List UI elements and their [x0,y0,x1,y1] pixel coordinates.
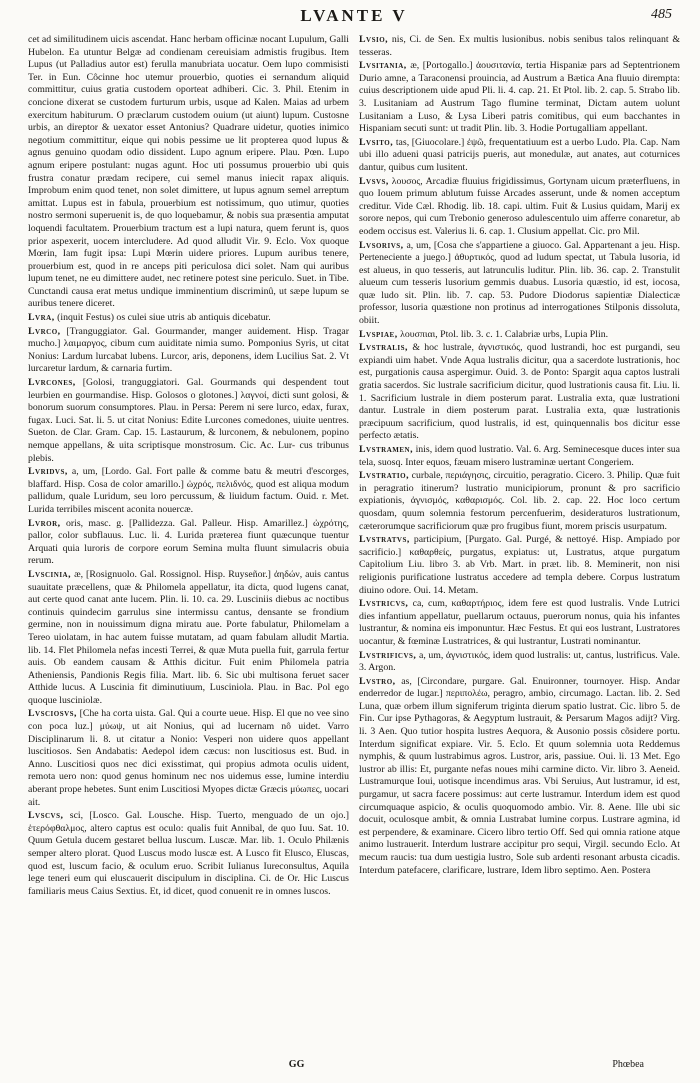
dictionary-entry [28,312,349,325]
signature-mark: GG [288,1059,305,1070]
entry-text: λουσος, Arcadiæ fluuius frigidissimus, Gortynam uicum præterfluens, in quo Iouem primum ablutum fuisse Arcades asserunt, unde & nomen acceptum creditur. Vide Cæl. Rhodig. lib. 18. capi. ultim. Fuit & Lusius quidam, Marij ex sorore nepos, qui cum Trebonio generoso adulescentulo uim afferre conaretur, ab eodem occisus est. Valerius li. 6. cap. 1. Clusium appellat. Cic. pro Mil. [359,175,680,237]
dictionary-entry [28,708,349,809]
entry-headword: Lvstratio, [359,470,410,482]
catchword: Phœbea [612,1059,644,1070]
dictionary-entry [28,518,349,568]
dictionary-entry [359,676,680,878]
dictionary-entry [28,326,349,376]
entry-headword: Lvscinia, [28,568,72,580]
entry-headword: Lvstralis, [359,342,408,354]
dictionary-entry [359,598,680,648]
entry-text: & hoc lustrale, ἀγνιστικός, quod lustrandi, hoc est purgandi, seu expiandi uim habet. Vnde Aqua lustralis dicitur, qua a sacerdote lustrationis, hoc est, purgationis causa aspergimur. Ouid. 3. de Ponto: Spargit aqua captos lustrali gratia sacerdos. Sic lustrale sacrificium dicitur, quod lustrationis causa fit. Liu. li. 1. Sacrificium lustrale in diem posterum parat. Lustralia exta, quæ lustrationi dantur. Lustrale in diem posterum parat. Lustralia exta, quæ lustrationis præcipuum sacrificium, quod lustralis, id est, quinquennalis bos dicitur esse perfecto ætatis. [359,342,680,442]
dictionary-entry [359,342,680,443]
dictionary-entry [359,137,680,175]
entry-headword: Lvstratvs, [359,534,410,546]
entry-text: λουσπιαι, Ptol. lib. 3. c. 1. Calabriæ urbs, Lupia Plin. [400,328,609,340]
entry-headword: Lvridvs, [28,466,68,478]
entry-headword: Lvsorivs, [359,239,404,251]
entry-headword: Lvstrificvs, [359,649,417,661]
entry-text: a, um, [Lordo. Gal. Fort palle & comme batu & meutri d'escorges, blaffard. Hisp. Cosa de color amarillo.] ὠχρός, πελιδνός, quod est aliqua modum pallidum, quale Luridum, seu loro percussum, & liuidum factum. Ouid. r. Met. Lurida terribiles miscent aconita nouercæ. [28,466,349,515]
entry-text: [Golosi, tranguggiatori. Gal. Gourmands qui despendent tout leurbien en gourmandise. Hisp. Golosos o glotones.] λαγνοί, dicti sunt golosi, & bonorum suorum consumptores. Plau. in Persa: Perem ni sere lurco, edax, furax, fugax. Luci. Sat. li. 5. ut citat Nonius: Edite Lurcones comedones, uiuite uentres. Sueton. de Clar. Gram. Cap. 15. Lastaurum, & lurconem, & nebulonem, popino nemque appellans, & uita scriptisque monstrosum. Cic. Ac. Lur- cus tribunus plebis. [28,377,349,464]
dictionary-entry [359,470,680,533]
dictionary-entry [28,466,349,516]
entry-text: (inquit Festus) os culei siue utris ab antiquis dicebatur. [57,312,271,324]
entry-headword: Lvrco, [28,325,61,337]
entry-headword: Lvra, [28,312,55,324]
entry-text: sci, [Losco. Gal. Lousche. Hisp. Tuerto, menguado de un ojo.] ἑτερόφθαλμος, altero captus est oculo: qualis fuit Annibal, de quo Iuu. Sat. 10. Quum Getula ducem gestaret bellua luscum. Luscæ. Mar. lib. 1. Oculo Philænis semper altero plorat. Quod Luscus modo luscæ est. A Lusco fit Elusco, Eluscas, quod est, luscum facio, & oculum eruo. Scribit Iulianus Iureconsultus, Aquila lege teneri eum qui eluscauerit discipulum in disciplina. Ci. de Or. Hic Luscus familiaris meus Caius Sextius. Et, id dicet, quod conuenit re in omnes luscos. [28,810,349,897]
entry-headword: Lvstramen, [359,444,414,455]
dictionary-entry [28,569,349,708]
dictionary-entry [359,444,680,469]
dictionary-entry [28,377,349,465]
entry-text: inis, idem quod lustratio. Val. 6. Arg. Seminecesque duces inter sua tela, suosq. Inter equos, fæuam misero lustraminæ uertant Congeriem. [359,444,680,468]
entry-headword: Lvsio, [359,34,389,45]
dictionary-entry [359,34,680,59]
entry-text: a, um, [Cosa che s'appartiene a giuoco. Gal. Appartenant a jeu. Hisp. Perteneciente a juego.] ἀθυρτικός, quod ad ludum spectat, ut Tabula lusoria, id est alueus, in quo tesseris, aut latrunculis luditur. Plin. lib. 36. cap. 2. Transtulit alueum cum tesseris lusorium gemmis duabus. Lusoria quæstio, id est, iocosa, quæ ludo sit. Plin. lib. 7. cap. 53. Pudore Diodorus sapientiæ Dialecticæ professor, lusoria quæstione non protinus ad interrogationes Stilponis dissoluta, obiit. [359,239,680,327]
entry-text: ca, cum, καθαρτήριος, idem fere est quod lustralis. Vnde Lutrici dies infantium appellatur, puellarum octauus, puerorum nonus, quia his infantes lustrantur, & nomina eis imponuntur. Hæc Festus. Et qui eos lustrant, Lustratores uocantur, & fœminæ Lustratrices, & qui lustrantur, Lustrati nominantur. [359,598,680,647]
entry-headword: Lvsitania, [359,60,407,72]
entry-text: cet ad similitudinem uicis ascendat. Hanc herbam officinæ nocant Lupulum, Galli Hubelon. Ea utuntur Belgæ ad condienam cereuisiam admistis frugibus. Item Lupus (ut Palladius autor est) ferulla manubriata uocatur. Oem lupo commisisti Ter. in Eun. Côcinne hoc utemur prouerbio, quoties ei sernandum aliquid committitur, cuius gratia custodem oporteat adhiberi. Cic. 3. Phil. Etenim in concione dixerat se custodem furturum urbis, usque ad Kalen. Maias ad urbem exercitum habiturum. O præclarum custodem ouium (ut aiunt) lupum. Custosne urbis, an direptor & uexator esset Antonius? Quadrare uidetur, quoties inimico negotium committitur, eique qui nobis pessime ue lit propterea quod lupus & agnus genuino quodam odio dissident. Lupo agnum eripere. Plau. Pœn. Lupo agnum eripere postulant: nugas agunt. Hoc uti possumus prouerbio ubi quis frustra conatur prædam recipere, cui semel manus iniecit rapax aliquis. Improbum enim quod tenet, non solet dimittere, ut lupus agnum semel arreptum amittat. Lupus est in fabula, prouerbium est notissimum, quo utimur, quoties nostro sermoni superuenit is, de quo loquebamur, & nobis sua præsentia amputat loquendi facultatem. Prouerbium tractum est a lupi natura, quem ferunt is, quos prior aspexerit, uocem intercludere. Ad quod alludit Vir. 9. Eclo. Vox quoque Mœrin, Iam fugit ipsa: Lupi Mœrin uidere priores. Lupum auribus tenere, prouerbium est, quod in re anceps piti periculosa dici solet. Nam qui auribus lupum tenet, ne eu dimittere audet, nec retinere potest sine periculo. Suet. in Tibe. Cunctandi causa erat metus undique imminentium discriminû, ut sæpe lupum se auribus tenere diceret. [28,34,349,310]
entry-headword: Lvstro, [359,675,396,687]
dictionary-entry [28,810,349,898]
entry-text: [Tranguggiator. Gal. Gourmander, manger auidement. Hisp. Tragar mucho.] λαιμαργος, cibum cum auiditate nimia sumo. Pomponius Syris, ut citat Nonius: Lardum lurcabat lubens. Lurcor, aris, deponens, idem Lucilius Sat. 2. Vt lurcaretur lardum, & carnaria furtim. [28,325,349,375]
entry-text: participium, [Purgato. Gal. Purgé, & nettoyé. Hisp. Ampiado por sacrificio.] καθαρθείς, purgatus, expiatus: ut, Lustratus, atque purgatum Capitolium Liu. libro 3. ab Vrb. Mart. in præt. lib. 8. Meminerit, non nisi religionis purificatione lustratus accedere ad templa debere. Corpus lustratum diuino odore. Oui. 14. Metam. [359,534,680,596]
entry-text: tas, [Giuocolare.] ἐψῶ, frequentatiuum est a uerbo Ludo. Pla. Cap. Nam ubi illo adueni quasi patricijs pueris, aut monedulæ, aut anates, aut coturnices dantur, quibus cum lusitent. [359,136,680,173]
running-head: LVANTE V [300,6,408,25]
page-number: 485 [651,7,672,22]
entry-headword: Lvspiae, [359,328,398,340]
dictionary-entry [359,240,680,328]
entry-text: oris, masc. g. [Pallidezza. Gal. Palleur. Hisp. Amarillez.] ὠχρότης, pallor, color subflauus. Luc. li. 4. Lurida præterea fiunt quæcunque tuentur Arquati quia luroris de corpore eorum Semina multa fluunt simulacris obuia rerum. [28,517,349,567]
entry-text: as, [Circondare, purgare. Gal. Enuironner, tournoyer. Hisp. Andar enderredor de lugar.] περιπολέω, peragro, ambio, circumago. Lactan. lib. 2. Sed Luna, quæ orbem illum signiferum triginta dierum spatio lustrat. Cic. libro 5. de Fin. Cur ipse Pythagoras, & Aegyptum lustrauit, & Persarum Magos adijt? Virg. li. 3 Aen. Quo tutior hospita lustres Aequora, & Ausonio possis cõsidere portu. Interdum significat expiare. Vir. 5. Eclo. Et quum solemnia uota Reddemus nymphis, & quum lustrabimus agros. Lustror, aris, passiue. Oui. li. 13 Met. Ego lustror ab illis: Et, purgante nefas noues mihi carmine dicto. Vir. libro 3. Aeneid. Lustramurque Ioui, uotisque incendimus aras. Vbi Seruius, Aut lustramur, id est, purgamur, ut sacra facere possimus: aut certe lustramur. Interdum idem est quod circumquaque aspicio, & oculis quoquomodo ambio. Vir. 8. Aene. Ille ubi sic docuit, oculosque ambit, & omnia Lustrabat lumine corpus. Lustrare agmina, id est perpendere, & examinare. Cicero libro tertio Off. Sed qui omnia ratione atque animo lustrauerit. Interdum lustrare accipitur pro sequi, Virgil. secundo Eclo. At mecum raucis: tua dum uestigia lustro, Sole sub ardenti resonant arbusta cicadis. Interdum patefacere, clarificare, lustrare, Idem libro septimo. Aen. Postera [359,675,680,876]
column-left [28,34,349,1049]
page-header [28,0,680,34]
entry-text: curbale, περιάγησις, circuitio, peragratio. Cicero. 3. Philip. Quæ fuit in peragratio itinerum? lustratio municipiorum, pronunt & pro sacrificio expiationis, ἀγνισμός, καθαρισμός. Col. lib. 2. cap. 22. Hoc loco certum quosdam, quum solemnia festorum percenfuerim, desideraturos lustrationum, cæterorumque sacrificiorum quæ pro frugibus fiunt, morem priscis usurpatum. [359,470,680,532]
dictionary-entry [28,34,349,311]
dictionary-entry [359,60,680,136]
entry-headword: Lvsito, [359,136,394,148]
dictionary-entry [359,176,680,239]
entry-headword: Lvscvs, [28,810,64,822]
entry-headword: Lvsciosvs, [28,708,77,720]
entry-text: a, um, ἀγνιστικός, idem quod lustralis: ut, cantus, lustrificus. Vale. 3. Argon. [359,649,680,674]
entry-text: æ, [Portogallo.] ἀουσιτανία, tertia Hispaniæ pars ad Septentrionem Durio amne, a Taraconensi prouincia, ad Austrum a Bætica Ana fluuio dirempta: cuius descriptionem uide apud Pli. li. 4. cap. 21. Et Ptol. lib. 2. cap. 5. Strabo lib. 3. Lusitaniam ad Austrum Tago flumine terminat, Dictam autem uolunt Lusitaniam a Luso, & Lysa Liberi patris comitibus, qui eum bacchantes in Hispaniam secuti sunt: ut tradit Plin. lib. 3. Hodie Portugalliam appellant. [359,60,680,135]
dictionary-entry [359,650,680,675]
entry-text: [Che ha corta uista. Gal. Qui a courte ueue. Hisp. El que no vee sino con poca luz.] μύωψ, ut ait Nonius, qui ad lucernam nô uidet. Varro Disciplinarum li. 8. ut citatur a Nonio: Vesperi non uidere quos appellant luscitiosos. Sen Andabatis: Aedepol idem cæcus: non luscitiosus est. Bud. in Anno. Luscitiosi quos nec dici exisstimat, qui propius admota oculis uident, remota uero non: quod genus hominum nec nos uidemus esse, lumine interdiu aberant prope hebetes. Sunt enim Luscitiosi Myopes dictæ Græcis μύωπες, uocari ait. [28,708,349,808]
column-right [359,34,680,1049]
entry-headword: Lvstricvs, [359,598,409,610]
entry-headword: Lvror, [28,517,61,529]
text-columns [28,34,680,1049]
entry-headword: Lvrcones, [28,377,76,389]
entry-text: nis, Ci. de Sen. Ex multis lusionibus. nobis senibus talos relinquant & tesseras. [359,34,680,58]
entry-text: æ, [Rosignuolo. Gal. Rossignol. Hisp. Ruyseñor.] ἀηδών, auis cantus suauitate præcellens, quæ & Philomela appellatur, ita dicta, quod lugens canat, aut certe quod canat ante lucem. Plin. li. 10. ca. 29. Lusciniis diebus ac noctibus continuis quindecim garrulus sine intermissu cantus, densante se frondium germine, non in nouissimum digna miratu aue. Porte fabulatur, Philomelam a Tereo uiolatam, in hac autem fuisse mutatam, ad quam fabulam alludit Martia. lib. 14. Flet Philomela nefas incesti Terrei, & quæ Muta puella fuit, garrula fertur auis. Ob eandem causam & Atthis dicitur. Fuit enim Philomela patria Atheniensis, Pandionis Regis filia. Mart. lib. 6. Sic ubi multisona feruet sacer Atthide lucus. A Luscinia fit diminutiuum, Lusciniola. Plau. in Bac. Pol ego quoque lusciniolæ. [28,568,349,706]
page-footer [28,1059,680,1075]
entry-headword: Lvsvs, [359,175,389,187]
dictionary-entry [359,329,680,342]
dictionary-entry [359,534,680,597]
